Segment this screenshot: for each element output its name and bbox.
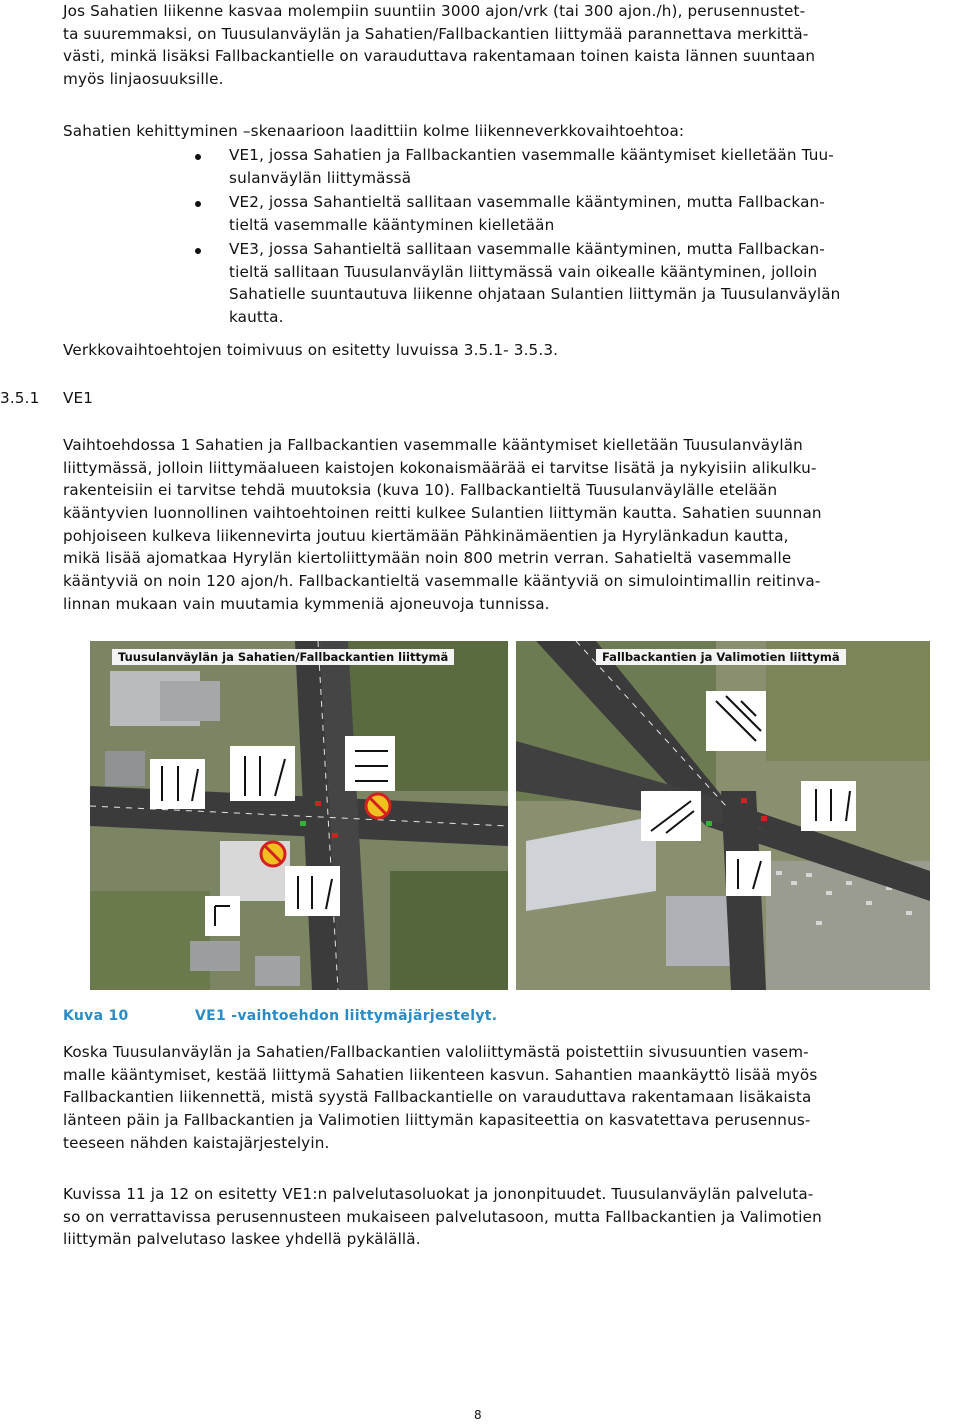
text-line: ta suuremmaksi, on Tuusulanväylän ja Sahatien/Fallbackantien liittymää parannettava merkittä- <box>63 24 809 43</box>
text-line: Fallbackantien liikennettä, mistä syystä Fallbackantielle on varauduttava rakentamaan lisäkaista <box>63 1088 812 1107</box>
bullet-dot <box>195 248 201 254</box>
left-map-label: Tuusulanväylän ja Sahatien/Fallbackantien liittymä <box>112 649 454 665</box>
section-title: VE1 <box>63 389 94 407</box>
bullet-dot <box>195 201 201 207</box>
text-line: Jos Sahatien liikenne kasvaa molempiin suuntiin 3000 ajon/vrk (tai 300 ajon./h), perusennustet- <box>63 2 806 20</box>
text-line: VE3, jossa Sahantieltä sallitaan vasemmalle kääntyminen, mutta Fallbackan- <box>229 240 825 258</box>
intro-paragraph <box>63 0 958 91</box>
text-line: sulanväylän liittymässä <box>229 168 412 187</box>
bullet-item-ve3 <box>229 238 840 329</box>
text-line: mikä lisää ajomatkaa Hyrylän kiertoliittymään noin 800 metrin verran. Sahatieltä vasemmalle <box>63 549 792 568</box>
text-line: kääntyviä on noin 120 ajon/h. Fallbackantieltä vasemmalle kääntyviä on simulointimallin reitinva- <box>63 572 821 591</box>
bullet-item-ve2 <box>229 191 825 236</box>
figure-caption-text: VE1 -vaihtoehdon liittymäjärjestelyt. <box>195 1008 498 1024</box>
text-line: tieltä sallitaan Tuusulanväylän liittymässä vain oikealle kääntyminen, jolloin <box>229 262 818 281</box>
bullet-item-ve1 <box>229 144 834 189</box>
page-number: 8 <box>474 1408 482 1422</box>
bullet-dot <box>195 154 201 160</box>
text-line: liittymässä, jolloin liittymäalueen kaistojen kokonaismäärää ei tarvitse lisätä ja nykyisiin alikulku- <box>63 458 817 477</box>
paragraph-palvelutaso <box>63 1183 958 1251</box>
text-line: Sahatielle suuntautuva liikenne ohjataan Sulantien liittymän ja Tuusulanväylän <box>229 285 841 304</box>
text-line: tieltä vasemmalle kääntyminen kielletään <box>229 215 555 234</box>
text-line: västi, minkä lisäksi Fallbackantielle on varauduttava rakentamaan toinen kaista lännen suuntaan <box>63 47 816 66</box>
aerial-map-left <box>90 641 508 990</box>
text-line: Kuvissa 11 ja 12 on esitetty VE1:n palvelutasoluokat ja jononpituudet. Tuusulanväylän palveluta- <box>63 1185 814 1203</box>
text-line: VE1, jossa Sahatien ja Fallbackantien vasemmalle kääntymiset kielletään Tuu- <box>229 146 834 164</box>
text-line: malle kääntymiset, kestää liittymä Sahatien liikenteen kasvun. Sahantien maankäyttö lisää myös <box>63 1065 818 1084</box>
text-line: länteen päin ja Fallbackantien ja Valimotien liittymän kapasiteettia on kasvatettava perusennus- <box>63 1111 811 1130</box>
ve1-paragraph <box>63 434 958 616</box>
text-line: rakenteisiin ei tarvitse tehdä muutoksia (kuva 10). Fallbackantieltä Tuusulanväylälle etelään <box>63 481 778 500</box>
text-line: VE2, jossa Sahantieltä sallitaan vasemmalle kääntyminen, mutta Fallbackan- <box>229 193 825 211</box>
right-map-label: Fallbackantien ja Valimotien liittymä <box>596 649 846 665</box>
paragraph-kaistajarjestelyt <box>63 1041 958 1154</box>
text-line: liittymän palvelutaso laskee yhdellä pykälällä. <box>63 1230 421 1249</box>
scenarios-intro: Sahatien kehittyminen –skenaarioon laadittiin kolme liikenneverkkovaihtoehtoa: <box>63 122 685 140</box>
figure-caption-number: Kuva 10 <box>63 1008 129 1024</box>
aerial-map-left-image <box>90 641 508 990</box>
aerial-map-right-image <box>516 641 930 990</box>
text-line: pohjoiseen kulkeva liikennevirta joutuu kiertämään Pähkinämäentien ja Hyrylänkadun kautta, <box>63 526 789 545</box>
text-line: teeseen nähden kaistajärjestelyin. <box>63 1133 330 1152</box>
scenarios-closing: Verkkovaihtoehtojen toimivuus on esitetty luvuissa 3.5.1- 3.5.3. <box>63 341 559 359</box>
text-line: so on verrattavissa perusennusteen mukaiseen palvelutasoon, mutta Fallbackantien ja Valimotien <box>63 1207 822 1226</box>
text-line: kääntyvien luonnollinen vaihtoehtoinen reitti kulkee Sulantien liittymän kautta. Sahatien suunnan <box>63 504 822 523</box>
text-line: Koska Tuusulanväylän ja Sahatien/Fallbackantien valoliittymästä poistettiin sivusuuntien vasem- <box>63 1043 809 1061</box>
section-number: 3.5.1 <box>0 389 40 407</box>
text-line: kautta. <box>229 308 284 327</box>
text-line: linnan mukaan vain muutamia kymmeniä ajoneuvoja tunnissa. <box>63 594 550 613</box>
text-line: myös linjaosuuksille. <box>63 70 224 89</box>
text-line: Vaihtoehdossa 1 Sahatien ja Fallbackantien vasemmalle kääntymiset kielletään Tuusulanväylän <box>63 436 803 454</box>
aerial-map-right <box>516 641 930 990</box>
